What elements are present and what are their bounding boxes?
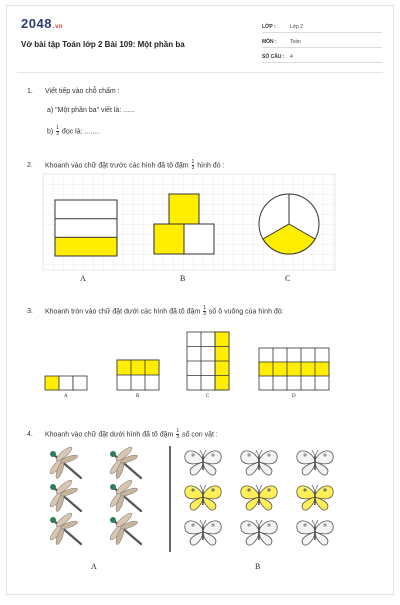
butterfly-group-b	[185, 450, 333, 545]
dragonfly-group-a	[48, 445, 141, 545]
page-title: Vở bài tập Toán lớp 2 Bài 109: Một phần ba	[21, 40, 185, 49]
butterfly-icon	[297, 450, 333, 475]
butterfly-icon	[185, 520, 221, 545]
question-2-figure	[43, 174, 335, 270]
label-b[interactable]: B	[255, 562, 261, 571]
fraction-denominator: 3	[176, 434, 180, 440]
question-4-figure	[7, 444, 395, 554]
butterfly-icon	[241, 485, 277, 510]
dragonfly-icon	[108, 511, 141, 545]
fraction-numerator: 1	[191, 159, 195, 165]
label-b[interactable]: B	[136, 394, 140, 399]
fraction-numerator: 1	[203, 305, 206, 311]
meta-class-row	[262, 21, 382, 33]
meta-value: Toán	[290, 38, 301, 45]
fraction-one-third	[203, 306, 206, 317]
question-3	[27, 306, 284, 317]
question-1-part-b	[47, 126, 100, 137]
label-c[interactable]: C	[285, 274, 291, 283]
fraction-denominator: 3	[203, 311, 206, 317]
butterfly-icon	[241, 450, 277, 475]
label-b[interactable]: B	[180, 274, 186, 283]
shape-b-six-squares	[117, 360, 159, 390]
worksheet-page	[6, 5, 394, 595]
fraction-numerator: 1	[176, 428, 180, 434]
shape-a-three-squares	[45, 376, 87, 390]
question-2	[27, 160, 224, 171]
meta-value: Lớp 2	[290, 23, 304, 30]
fraction-denominator: 3	[191, 165, 195, 171]
fraction-one-third	[56, 126, 59, 137]
meta-count-row	[262, 51, 382, 63]
butterfly-icon	[297, 485, 333, 510]
question-text: Khoanh tròn vào chữ đặt dưới các hình đã tô đậm	[45, 308, 201, 316]
meta-key: LỚP :	[262, 23, 276, 30]
butterfly-icon	[185, 450, 221, 475]
label-d[interactable]: D	[292, 394, 296, 399]
dragonfly-icon	[108, 445, 141, 479]
label-c[interactable]: C	[206, 394, 210, 399]
fraction-numerator: 1	[56, 125, 59, 131]
question-4	[27, 429, 218, 440]
question-number: 3.	[27, 308, 33, 316]
question-text-end: số ô vuông của hình đó:	[208, 308, 284, 316]
dragonfly-icon	[48, 445, 81, 479]
question-1	[27, 88, 120, 95]
label-a[interactable]: A	[91, 562, 97, 571]
label-a[interactable]: A	[64, 394, 68, 399]
site-logo[interactable]	[21, 16, 63, 31]
meta-key: MÔN :	[262, 38, 277, 45]
question-1-part-a: a) "Một phần ba" viết là: ......	[47, 107, 135, 114]
question-text: Khoanh vào chữ đặt trước các hình đã tô đậm	[45, 162, 189, 170]
meta-key: SỐ CÂU :	[262, 53, 285, 60]
question-text-end: hình đó :	[197, 162, 225, 170]
part-suffix: đọc là: ........	[61, 128, 101, 136]
logo-text: 2048	[21, 16, 52, 31]
label-a[interactable]: A	[80, 274, 86, 283]
dragonfly-icon	[108, 478, 141, 512]
shape-d-fifteen-squares	[259, 348, 329, 390]
question-number: 1.	[27, 88, 33, 95]
butterfly-icon	[297, 520, 333, 545]
question-text-end: số con vật :	[182, 431, 218, 439]
logo-tld: .vn	[52, 24, 64, 30]
shape-c-circle-thirds	[259, 194, 319, 254]
shape-a-rectangle-thirds	[55, 200, 117, 256]
meta-subject-row	[262, 36, 382, 48]
header-divider	[17, 72, 383, 73]
dragonfly-icon	[48, 511, 81, 545]
question-text: Khoanh vào chữ đặt dưới hình đã tô đậm	[45, 431, 174, 439]
meta-info	[262, 21, 382, 66]
butterfly-icon	[185, 485, 221, 510]
dragonfly-icon	[48, 478, 81, 512]
question-text: Viết tiếp vào chỗ chấm :	[45, 88, 120, 95]
fraction-one-third	[176, 429, 179, 440]
part-prefix: b)	[47, 128, 54, 136]
fraction-one-third	[192, 160, 195, 171]
question-number: 4.	[27, 431, 33, 439]
shape-c-twelve-squares	[187, 332, 229, 390]
meta-value: 4	[290, 53, 293, 60]
question-3-figure	[7, 326, 395, 396]
fraction-denominator: 3	[56, 131, 59, 137]
butterfly-icon	[241, 520, 277, 545]
question-number: 2.	[27, 162, 33, 170]
